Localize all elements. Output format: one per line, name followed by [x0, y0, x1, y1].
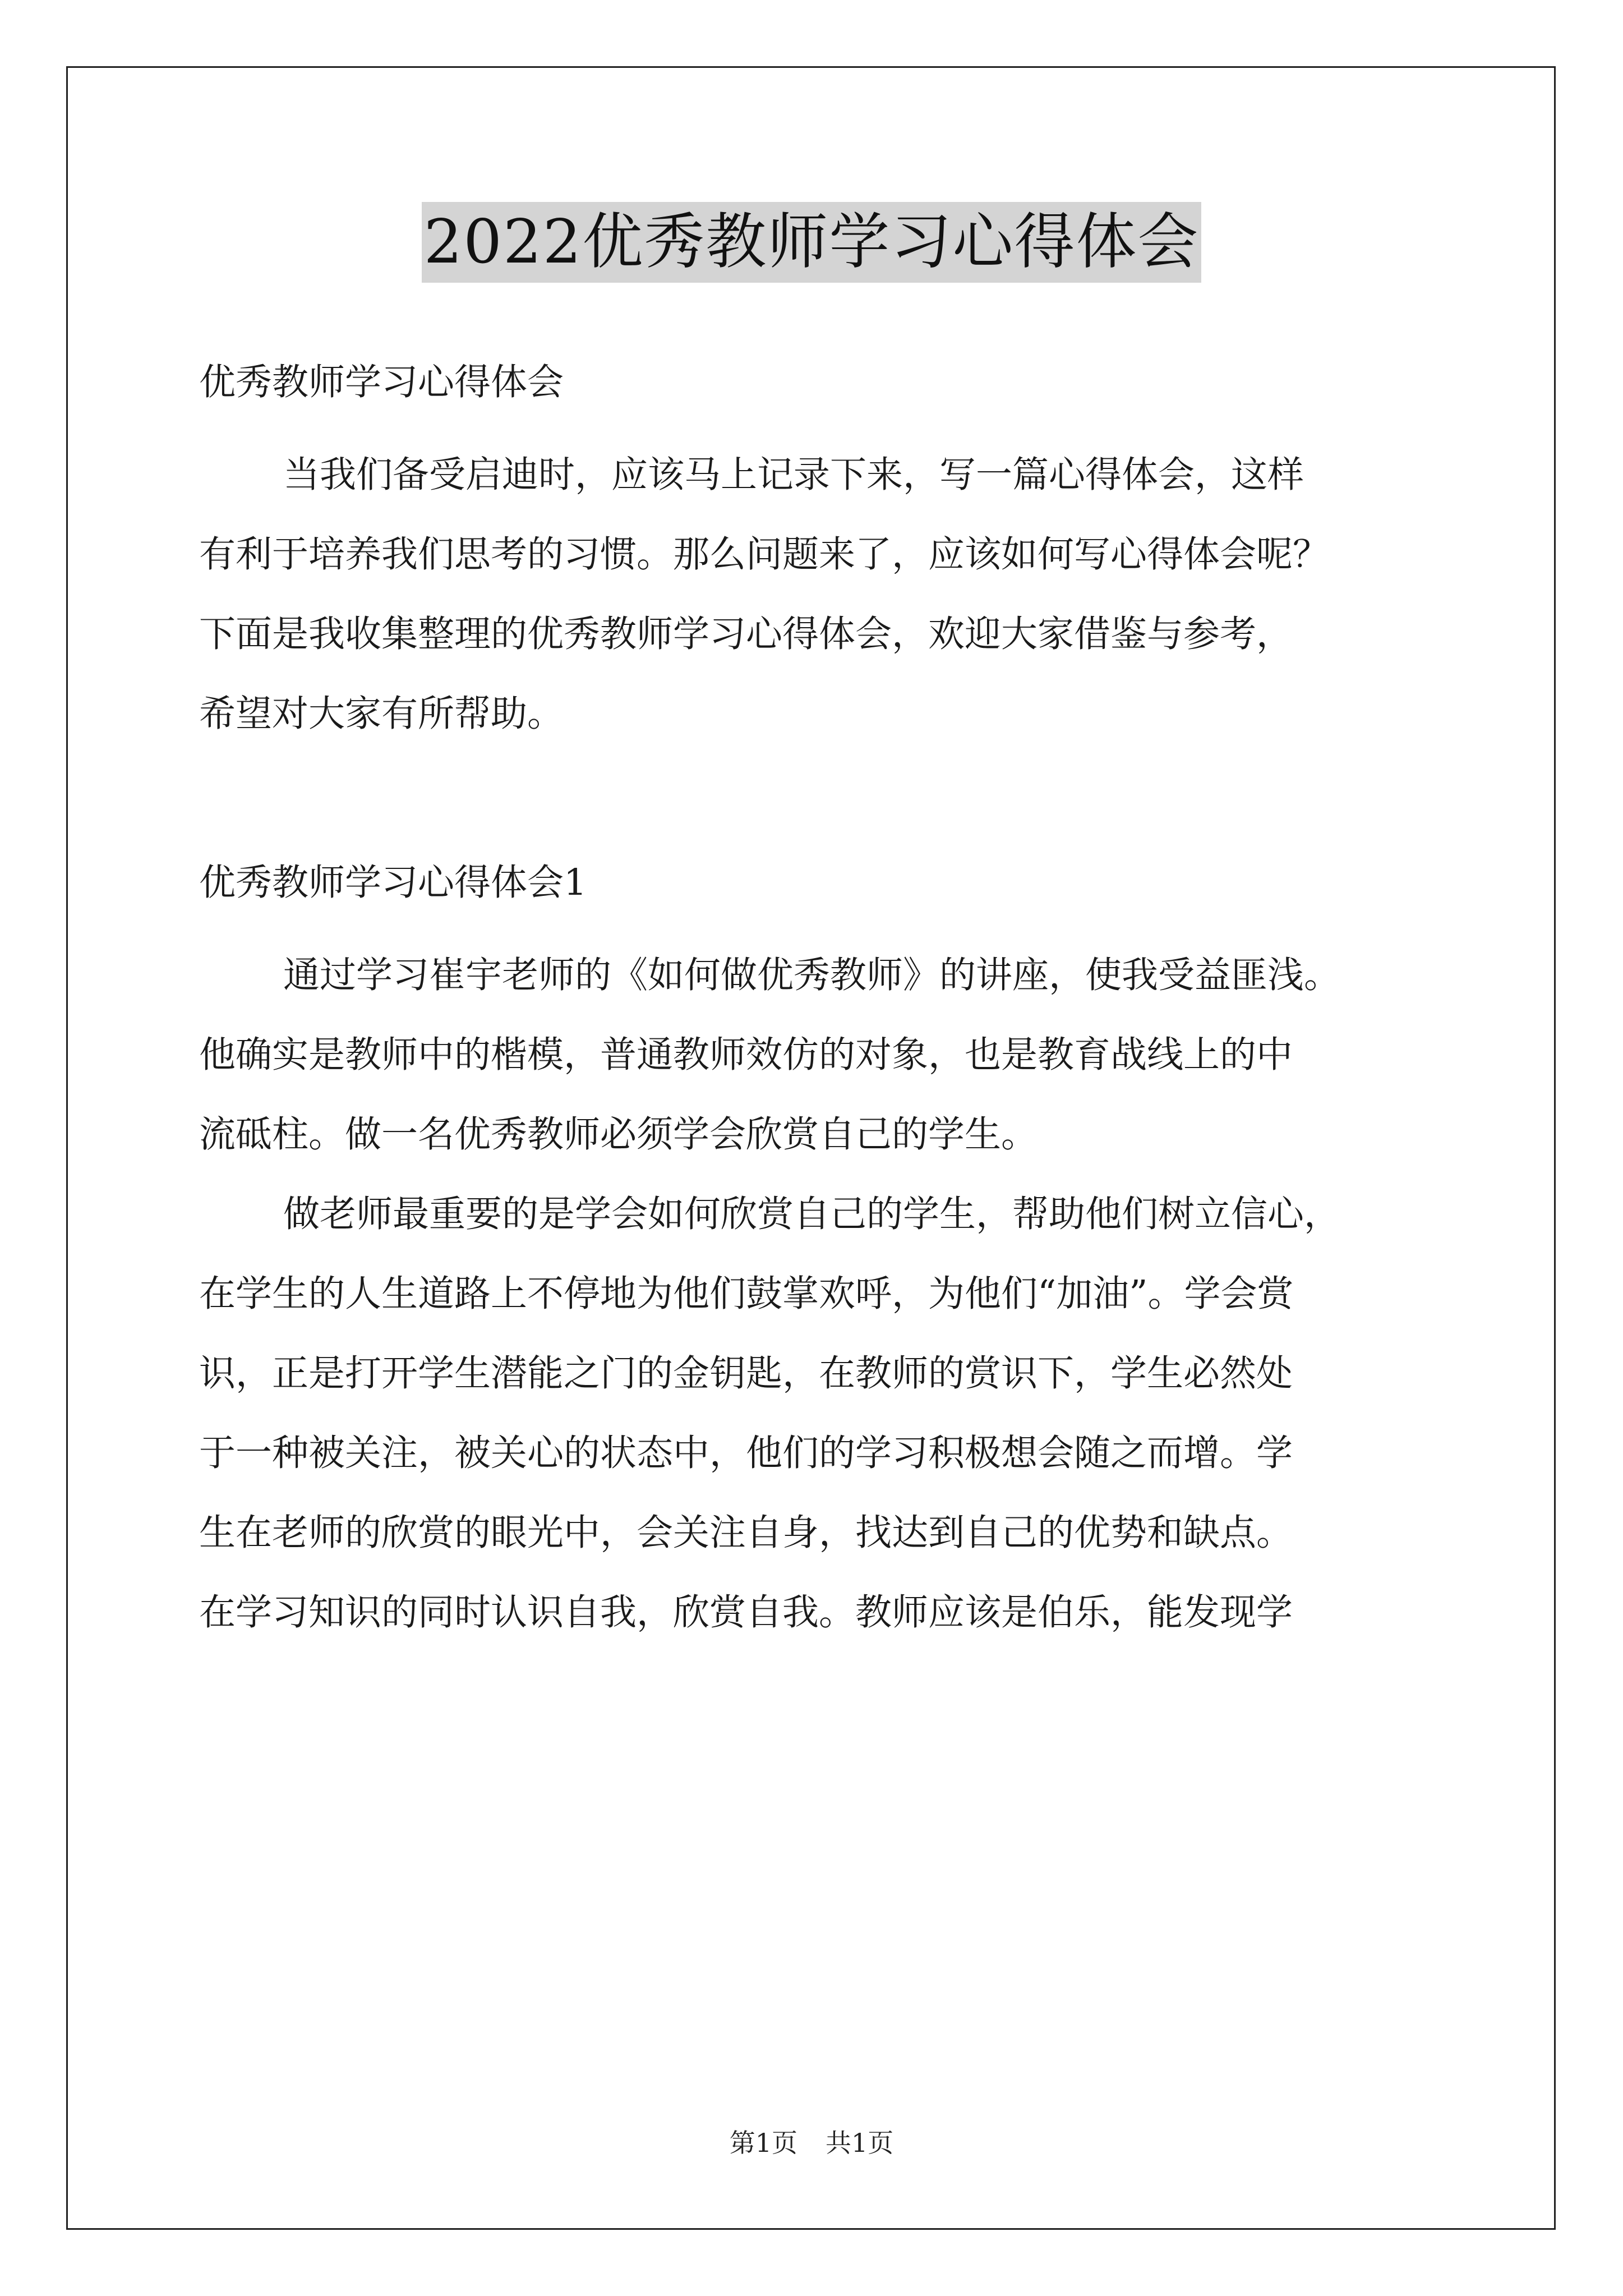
paragraph-line: 生在老师的欣赏的眼光中，会关注自身，找达到自己的优势和缺点。	[199, 1512, 1293, 1554]
section1-heading: 优秀教师学习心得体会1	[199, 862, 587, 904]
paragraph-line: 希望对大家有所帮助。	[199, 693, 564, 735]
paragraph-line: 下面是我收集整理的优秀教师学习心得体会，欢迎大家借鉴与参考，	[199, 613, 1293, 655]
page-footer	[0, 2126, 1623, 2160]
spacer	[199, 754, 1422, 844]
paragraph-line: 于一种被关注，被关心的状态中，他们的学习积极想会随之而增。学	[199, 1432, 1293, 1474]
paragraph-line: 在学习知识的同时认识自我，欣赏自我。教师应该是伯乐，能发现学	[199, 1591, 1293, 1634]
section1-paragraph-1	[199, 936, 1422, 1175]
paragraph-line: 识，正是打开学生潜能之门的金钥匙，在教师的赏识下，学生必然处	[199, 1352, 1293, 1395]
paragraph-line: 有利于培养我们思考的习惯。那么问题来了，应该如何写心得体会呢？	[199, 533, 1330, 576]
document-body	[199, 343, 1422, 1653]
spacer	[199, 422, 1422, 435]
paragraph-line: 在学生的人生道路上不停地为他们鼓掌欢呼，为他们“加油”。学会赏	[199, 1273, 1294, 1315]
paragraph-line: 通过学习崔宇老师的《如何做优秀教师》的讲座，使我受益匪浅。	[283, 954, 1341, 996]
document-title: 2022优秀教师学习心得体会	[422, 202, 1202, 283]
paragraph-line: 做老师最重要的是学会如何欣赏自己的学生，帮助他们树立信心，	[283, 1193, 1341, 1235]
section1-paragraph-2	[199, 1175, 1422, 1653]
paragraph-line: 当我们备受启迪时，应该马上记录下来，写一篇心得体会，这样	[283, 454, 1304, 496]
title-container	[0, 202, 1623, 283]
paragraph-line: 流砥柱。做一名优秀教师必须学会欣赏自己的学生。	[199, 1114, 1038, 1156]
intro-paragraph	[199, 435, 1422, 754]
page-number: 第1页	[729, 2128, 797, 2158]
spacer	[199, 922, 1422, 936]
intro-heading: 优秀教师学习心得体会	[199, 361, 564, 403]
page-total: 共1页	[826, 2128, 894, 2158]
paragraph-line: 他确实是教师中的楷模，普通教师效仿的对象，也是教育战线上的中	[199, 1034, 1293, 1076]
